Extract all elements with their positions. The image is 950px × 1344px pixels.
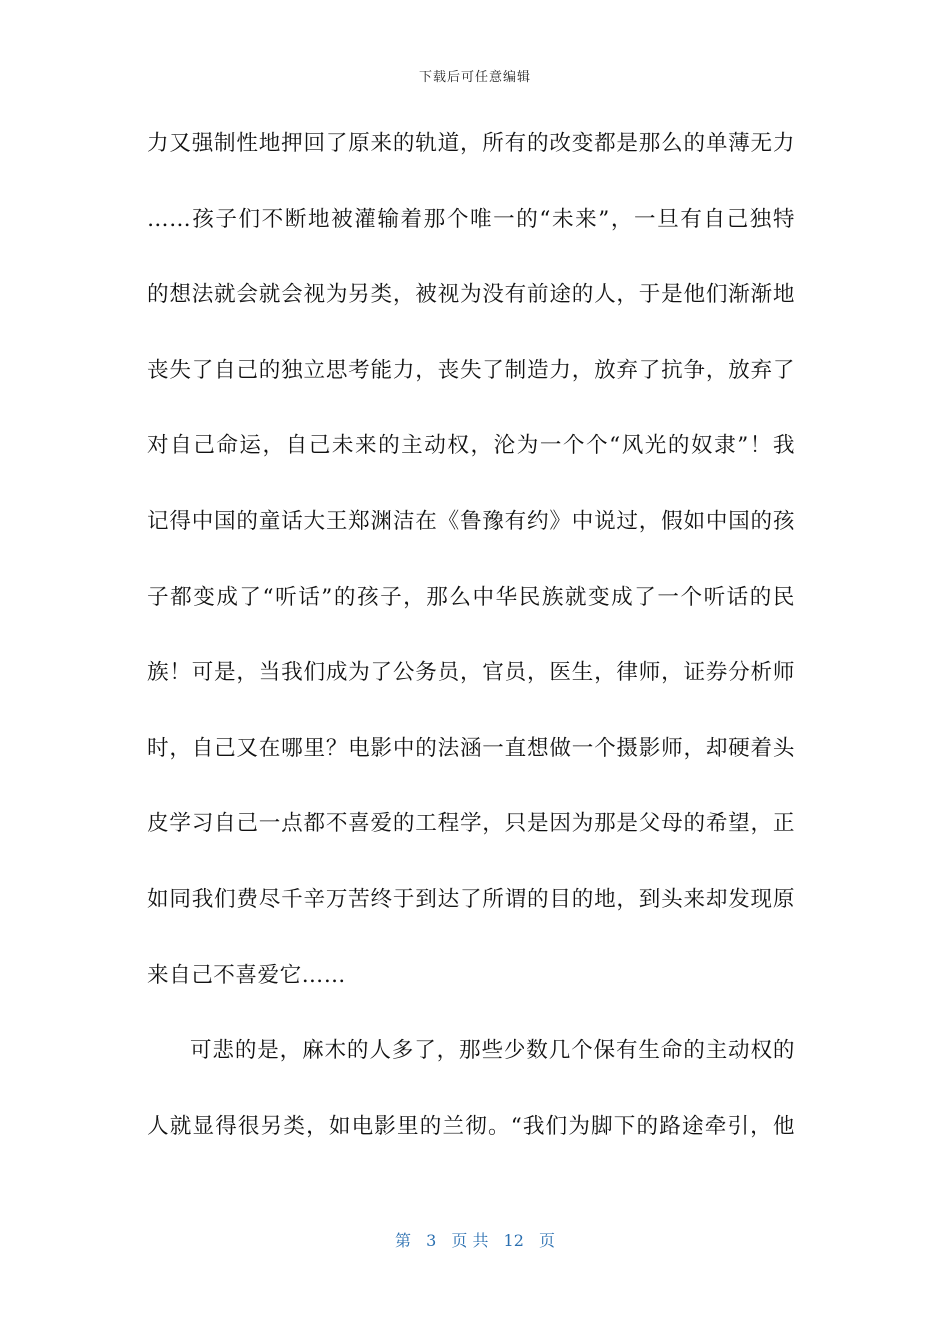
page-current-number: 3 [426,1231,437,1250]
text-line: 对自己命运，自己未来的主动权，沦为一个个“风光的奴隶”！我 [147,433,795,459]
text-line: 可悲的是，麻木的人多了，那些少数几个保有生命的主动权的 [190,1038,795,1064]
text-line: 皮学习自己一点都不喜爱的工程学，只是因为那是父母的希望，正 [147,811,795,837]
text-line: 子都变成了“听话”的孩子，那么中华民族就变成了一个听话的民 [147,584,795,610]
text-line: 丧失了自己的独立思考能力，丧失了制造力，放弃了抗争，放弃了 [147,357,795,383]
document-body [147,123,795,1181]
page-label: 页 [539,1231,556,1250]
page-footer [0,1228,950,1251]
text-line: 时，自己又在哪里？电影中的法涵一直想做一个摄影师，却硬着头 [147,735,795,761]
text-line: 的想法就会就会视为另类，被视为没有前途的人，于是他们渐渐地 [147,282,795,308]
text-line: 力又强制性地押回了原来的轨道，所有的改变都是那么的单薄无力 [147,131,795,156]
page-header: 下载后可任意编辑 [418,70,531,85]
text-line: 来自己不喜爱它…… [147,962,346,988]
page-label: 页 共 [451,1231,489,1250]
page-total-number: 12 [503,1231,524,1250]
page-label: 第 [394,1231,411,1250]
text-line: 如同我们费尽千辛万苦终于到达了所谓的目的地，到头来却发现原 [147,886,795,912]
text-line: ……孩子们不断地被灌输着那个唯一的“未来”，一旦有自己独特 [147,206,795,232]
text-line: 人就显得很另类，如电影里的兰彻。“我们为脚下的路途牵引，他 [147,1113,795,1139]
text-line: 记得中国的童话大王郑渊洁在《鲁豫有约》中说过，假如中国的孩 [147,508,795,534]
text-line: 族！可是，当我们成为了公务员，官员，医生，律师，证券分析师 [147,660,795,686]
